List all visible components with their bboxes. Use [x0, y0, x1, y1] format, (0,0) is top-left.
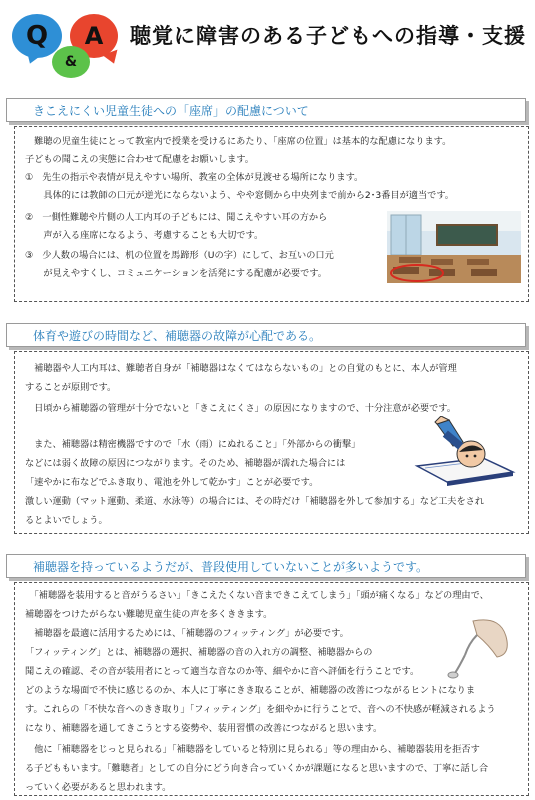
text-line: ② 一側性難聴や片側の人工内耳の子どもには、聞こえやすい耳の方から	[25, 212, 328, 223]
section-body	[14, 351, 529, 534]
classroom-illustration	[387, 211, 521, 283]
text-line: などには弱く故障の原因につながります。そのため、補聴器が濡れた場合には	[25, 458, 346, 469]
text-line: 日頃から補聴器の管理が十分でないと「きこえにくさ」の原因になりますので、十分注意が必要です。	[25, 403, 456, 414]
q-bubble-icon	[12, 14, 62, 58]
text-line: す。これらの「不快な音へのきき取り」「フィッティング」を細やかに行うことで、音への不快感が軽減されるよう	[25, 704, 496, 715]
text-line: になり、補聴器を通してきこうとする姿勢や、装用習慣の改善につながると思います。	[25, 723, 383, 734]
ampersand-bubble-icon	[52, 46, 90, 78]
section-title: 補聴器を持っているようだが、普段使用していないことが多いようです。	[6, 554, 526, 578]
section-title: きこえにくい児童生徒への「座席」の配慮について	[6, 98, 526, 122]
section-body	[14, 126, 529, 302]
text-line: 補聴器や人工内耳は、難聴者自身が「補聴器はなくてはならないもの」との自覚のもとに、本人が管理	[25, 363, 457, 374]
header	[0, 0, 535, 78]
a-letter: A	[84, 22, 104, 50]
text-line: ① 先生の指示や表情が見えやすい場所、教室の全体が見渡せる場所になります。	[25, 172, 364, 183]
text-line: ③ 少人数の場合には、机の位置を馬蹄形（Uの字）にして、お互いの口元	[25, 250, 334, 261]
text-line: が見えやすくし、コミュニケーションを活発にする配慮が必要です。	[25, 268, 327, 279]
text-line: 難聴の児童生徒にとって教室内で授業を受けるにあたり、「座席の位置」は基本的な配慮になります。	[25, 136, 452, 147]
section-title: 体育や遊びの時間など、補聴器の故障が心配である。	[6, 323, 526, 347]
page-title: 聴覚に障害のある子どもへの指導・支援	[130, 24, 526, 48]
text-line: 補聴器を最適に活用するためには、「補聴器のフィッティング」が必要です。	[25, 628, 349, 639]
text-line: 「フィッティング」とは、補聴器の選択、補聴器の音の入れ方の調整、補聴器からの	[25, 647, 373, 658]
text-line: 声が入る座席になるよう、考慮することも大切です。	[25, 230, 264, 241]
text-line: るとよいでしょう。	[25, 515, 108, 526]
text-line: る子どももいます。「難聴者」としての自分にどう向き合っていくかが課題になると思いますので、丁寧に話し合	[25, 763, 489, 774]
text-line: 子どもの聞こえの実態に合わせて配慮をお願いします。	[25, 154, 254, 165]
text-line: 「補聴器を装用すると音がうるさい」「きこえたくない音まできこえてしまう」「頭が痛くなる」などの理由で、	[25, 590, 489, 601]
section-body	[14, 582, 529, 796]
ampersand: &	[64, 54, 78, 70]
text-line: どのような場面で不快に感じるのか、本人に丁寧にきき取ることが、補聴器の改善につながるヒントになりま	[25, 685, 476, 696]
mat-exercise-illustration	[413, 416, 517, 488]
text-line: 「速やかに布などでふき取り、電池を外して乾かす」ことが必要です。	[25, 477, 319, 488]
text-line: また、補聴器は精密機器ですので「水（雨）にぬれること」「外部からの衝撃」	[25, 439, 361, 450]
q-letter: Q	[25, 21, 49, 51]
text-line: 激しい運動（マット運動、柔道、水泳等）の場合には、その時だけ「補聴器を外して参加する」など工夫をされ	[25, 496, 485, 507]
hearing-aid-illustration	[443, 615, 513, 679]
text-line: 具体的には教師の口元が逆光にならないよう、やや窓側から中央列まで前から2･3番目が適当です。	[25, 190, 454, 201]
text-line: 補聴器をつけたがらない難聴児童生徒の声を多くききます。	[25, 609, 273, 620]
text-line: することが原則です。	[25, 382, 117, 393]
text-line: 聞こえの確認、その音が装用者にとって適当な音なのか等、細やかに音へ評価を行うことです。	[25, 666, 420, 677]
text-line: 他に「補聴器をじっと見られる」「補聴器をしていると特別に見られる」等の理由から、補聴器装用を拒否す	[25, 744, 480, 755]
text-line: っていく必要があると思われます。	[25, 782, 172, 793]
